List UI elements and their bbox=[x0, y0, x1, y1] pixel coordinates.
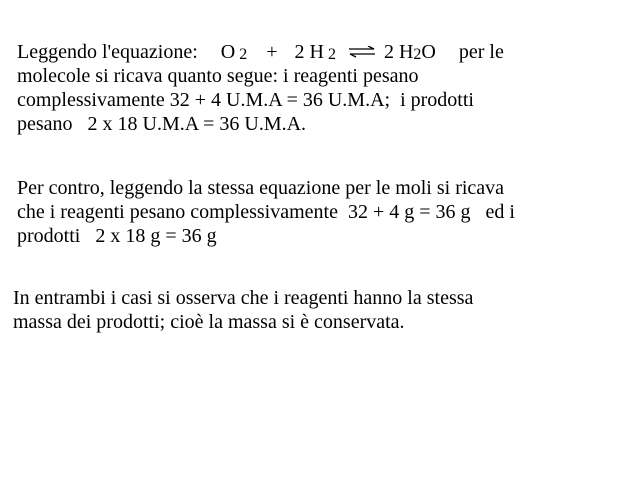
oxygen-formula: O 2 bbox=[220, 41, 248, 63]
water-formula: 2 H2O bbox=[383, 41, 436, 63]
paragraph2-line1: Per contro, leggendo la stessa equazione per le moli si ricava bbox=[17, 177, 505, 199]
lead-text: Leggendo l'equazione: bbox=[17, 41, 198, 63]
paragraph1-line1 bbox=[17, 40, 504, 64]
paragraph-moles bbox=[17, 176, 515, 248]
paragraph1-line4: pesano 2 x 18 U.M.A = 36 U.M.A. bbox=[17, 113, 307, 135]
paragraph-conclusion bbox=[13, 286, 473, 334]
equilibrium-arrows-icon bbox=[347, 40, 377, 64]
hydrogen-formula: 2 H 2 bbox=[294, 41, 336, 63]
line1-tail: per le bbox=[458, 41, 504, 63]
paragraph1-line2: molecole si ricava quanto segue: i reagenti pesano bbox=[17, 65, 419, 87]
chemical-equation bbox=[221, 40, 436, 66]
paragraph2-line3: prodotti 2 x 18 g = 36 g bbox=[17, 225, 217, 247]
water-subscript: 2 bbox=[413, 46, 422, 63]
paragraph3-line2: massa dei prodotti; cioè la massa si è conservata. bbox=[13, 311, 405, 333]
paragraph1-line3: complessivamente 32 + 4 U.M.A = 36 U.M.A; i prodotti bbox=[17, 89, 474, 111]
paragraph2-line2: che i reagenti pesano complessivamente 32 + 4 g = 36 g ed i bbox=[17, 201, 515, 223]
plus-sign: + bbox=[266, 41, 278, 63]
oxygen-subscript: 2 bbox=[239, 46, 248, 63]
paragraph-molecules bbox=[17, 40, 504, 136]
hydrogen-subscript: 2 bbox=[327, 46, 336, 63]
paragraph3-line1: In entrambi i casi si osserva che i reagenti hanno la stessa bbox=[13, 287, 474, 309]
